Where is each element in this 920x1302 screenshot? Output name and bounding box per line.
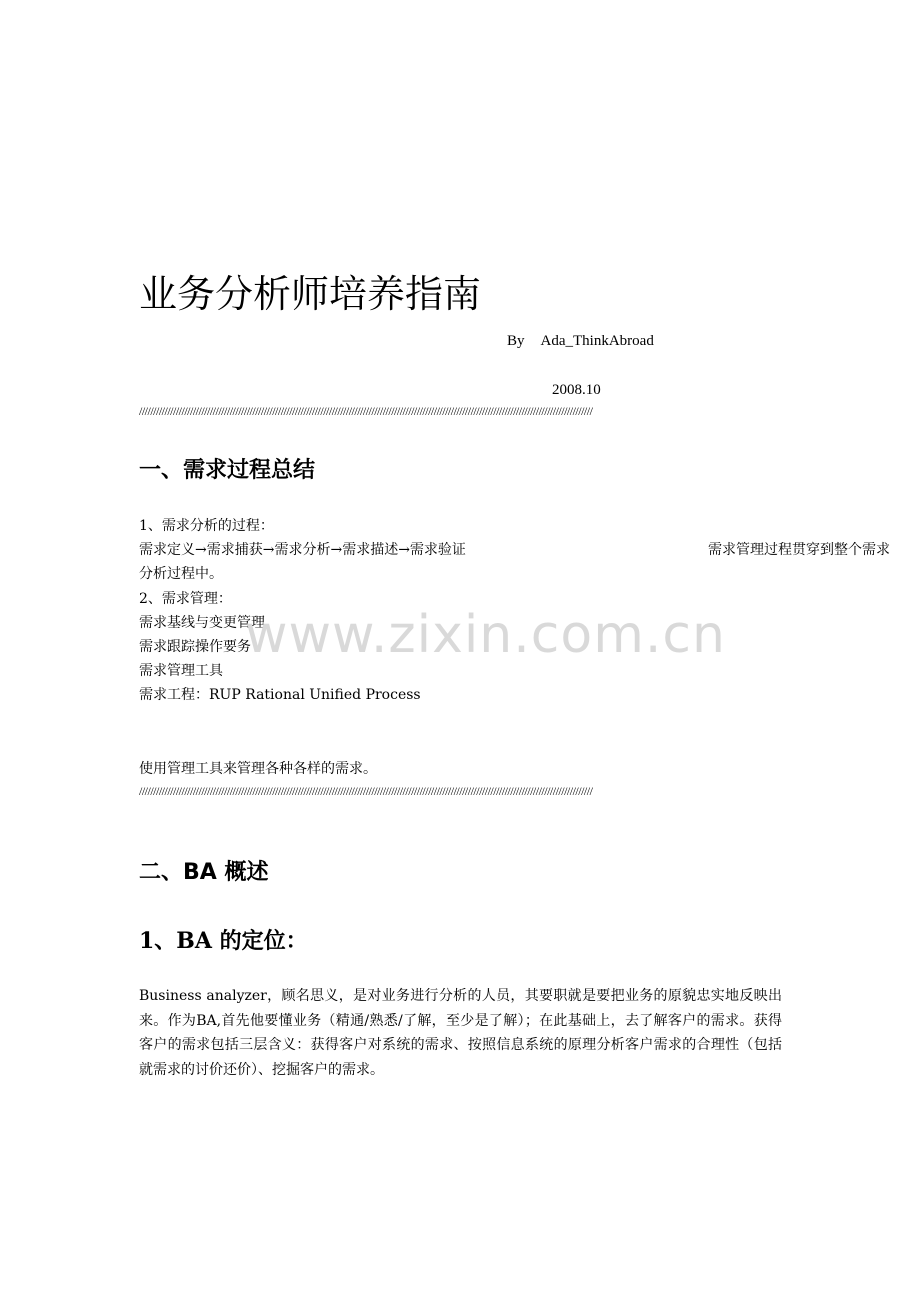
section1-heading: 一、需求过程总结 xyxy=(139,458,316,483)
section2-subheading: 1、BA 的定位： xyxy=(139,928,308,954)
list-item: 需求基线与变更管理 xyxy=(139,615,265,631)
process-flow-line xyxy=(139,538,890,562)
section1-item1-label: 1、需求分析的过程： xyxy=(139,518,274,534)
author-name: Ada_ThinkAbroad xyxy=(540,333,654,349)
list-item: 需求跟踪操作要务 xyxy=(139,639,251,655)
section1-item2-label: 2、需求管理： xyxy=(139,591,232,607)
watermark: www.zixin.com.cn xyxy=(245,605,726,665)
section1-closing: 使用管理工具来管理各种各样的需求。 xyxy=(139,761,377,777)
list-item: 需求工程：RUP Rational Unified Process xyxy=(139,687,421,703)
separator-line: //////////////////////////////////////////////////////////////////////////////////////////////////////////////////////////////////////////////////////////////// xyxy=(139,784,593,798)
document-title: 业务分析师培养指南 xyxy=(139,272,482,316)
process-flow-steps: 需求定义→需求捕获→需求分析→需求描述→需求验证 xyxy=(139,542,466,558)
ba-definition-paragraph: Business analyzer，顾名思义，是对业务进行分析的人员，其要职就是要把业务的原貌忠实地反映出来。作为BA,首先他要懂业务（精通/熟悉/了解，至少是了解）；在此基础上，去了解客户的需求。获得客户的需求包括三层含义：获得客户对系统的需求、按照信息系统的原理分析客户需求的合理性（包括就需求的讨价还价）、挖掘客户的需求。 xyxy=(139,988,782,1078)
byline-prefix: By xyxy=(507,333,525,349)
list-item: 需求管理工具 xyxy=(139,663,223,679)
byline xyxy=(507,331,654,351)
section2-heading: 二、BA 概述 xyxy=(139,860,269,885)
separator-line: //////////////////////////////////////////////////////////////////////////////////////////////////////////////////////////////////////////////////////////////// xyxy=(139,404,593,418)
document-date: 2008.10 xyxy=(552,382,601,398)
process-flow-continuation: 分析过程中。 xyxy=(139,566,223,582)
process-flow-note: 需求管理过程贯穿到整个需求 xyxy=(708,542,890,558)
